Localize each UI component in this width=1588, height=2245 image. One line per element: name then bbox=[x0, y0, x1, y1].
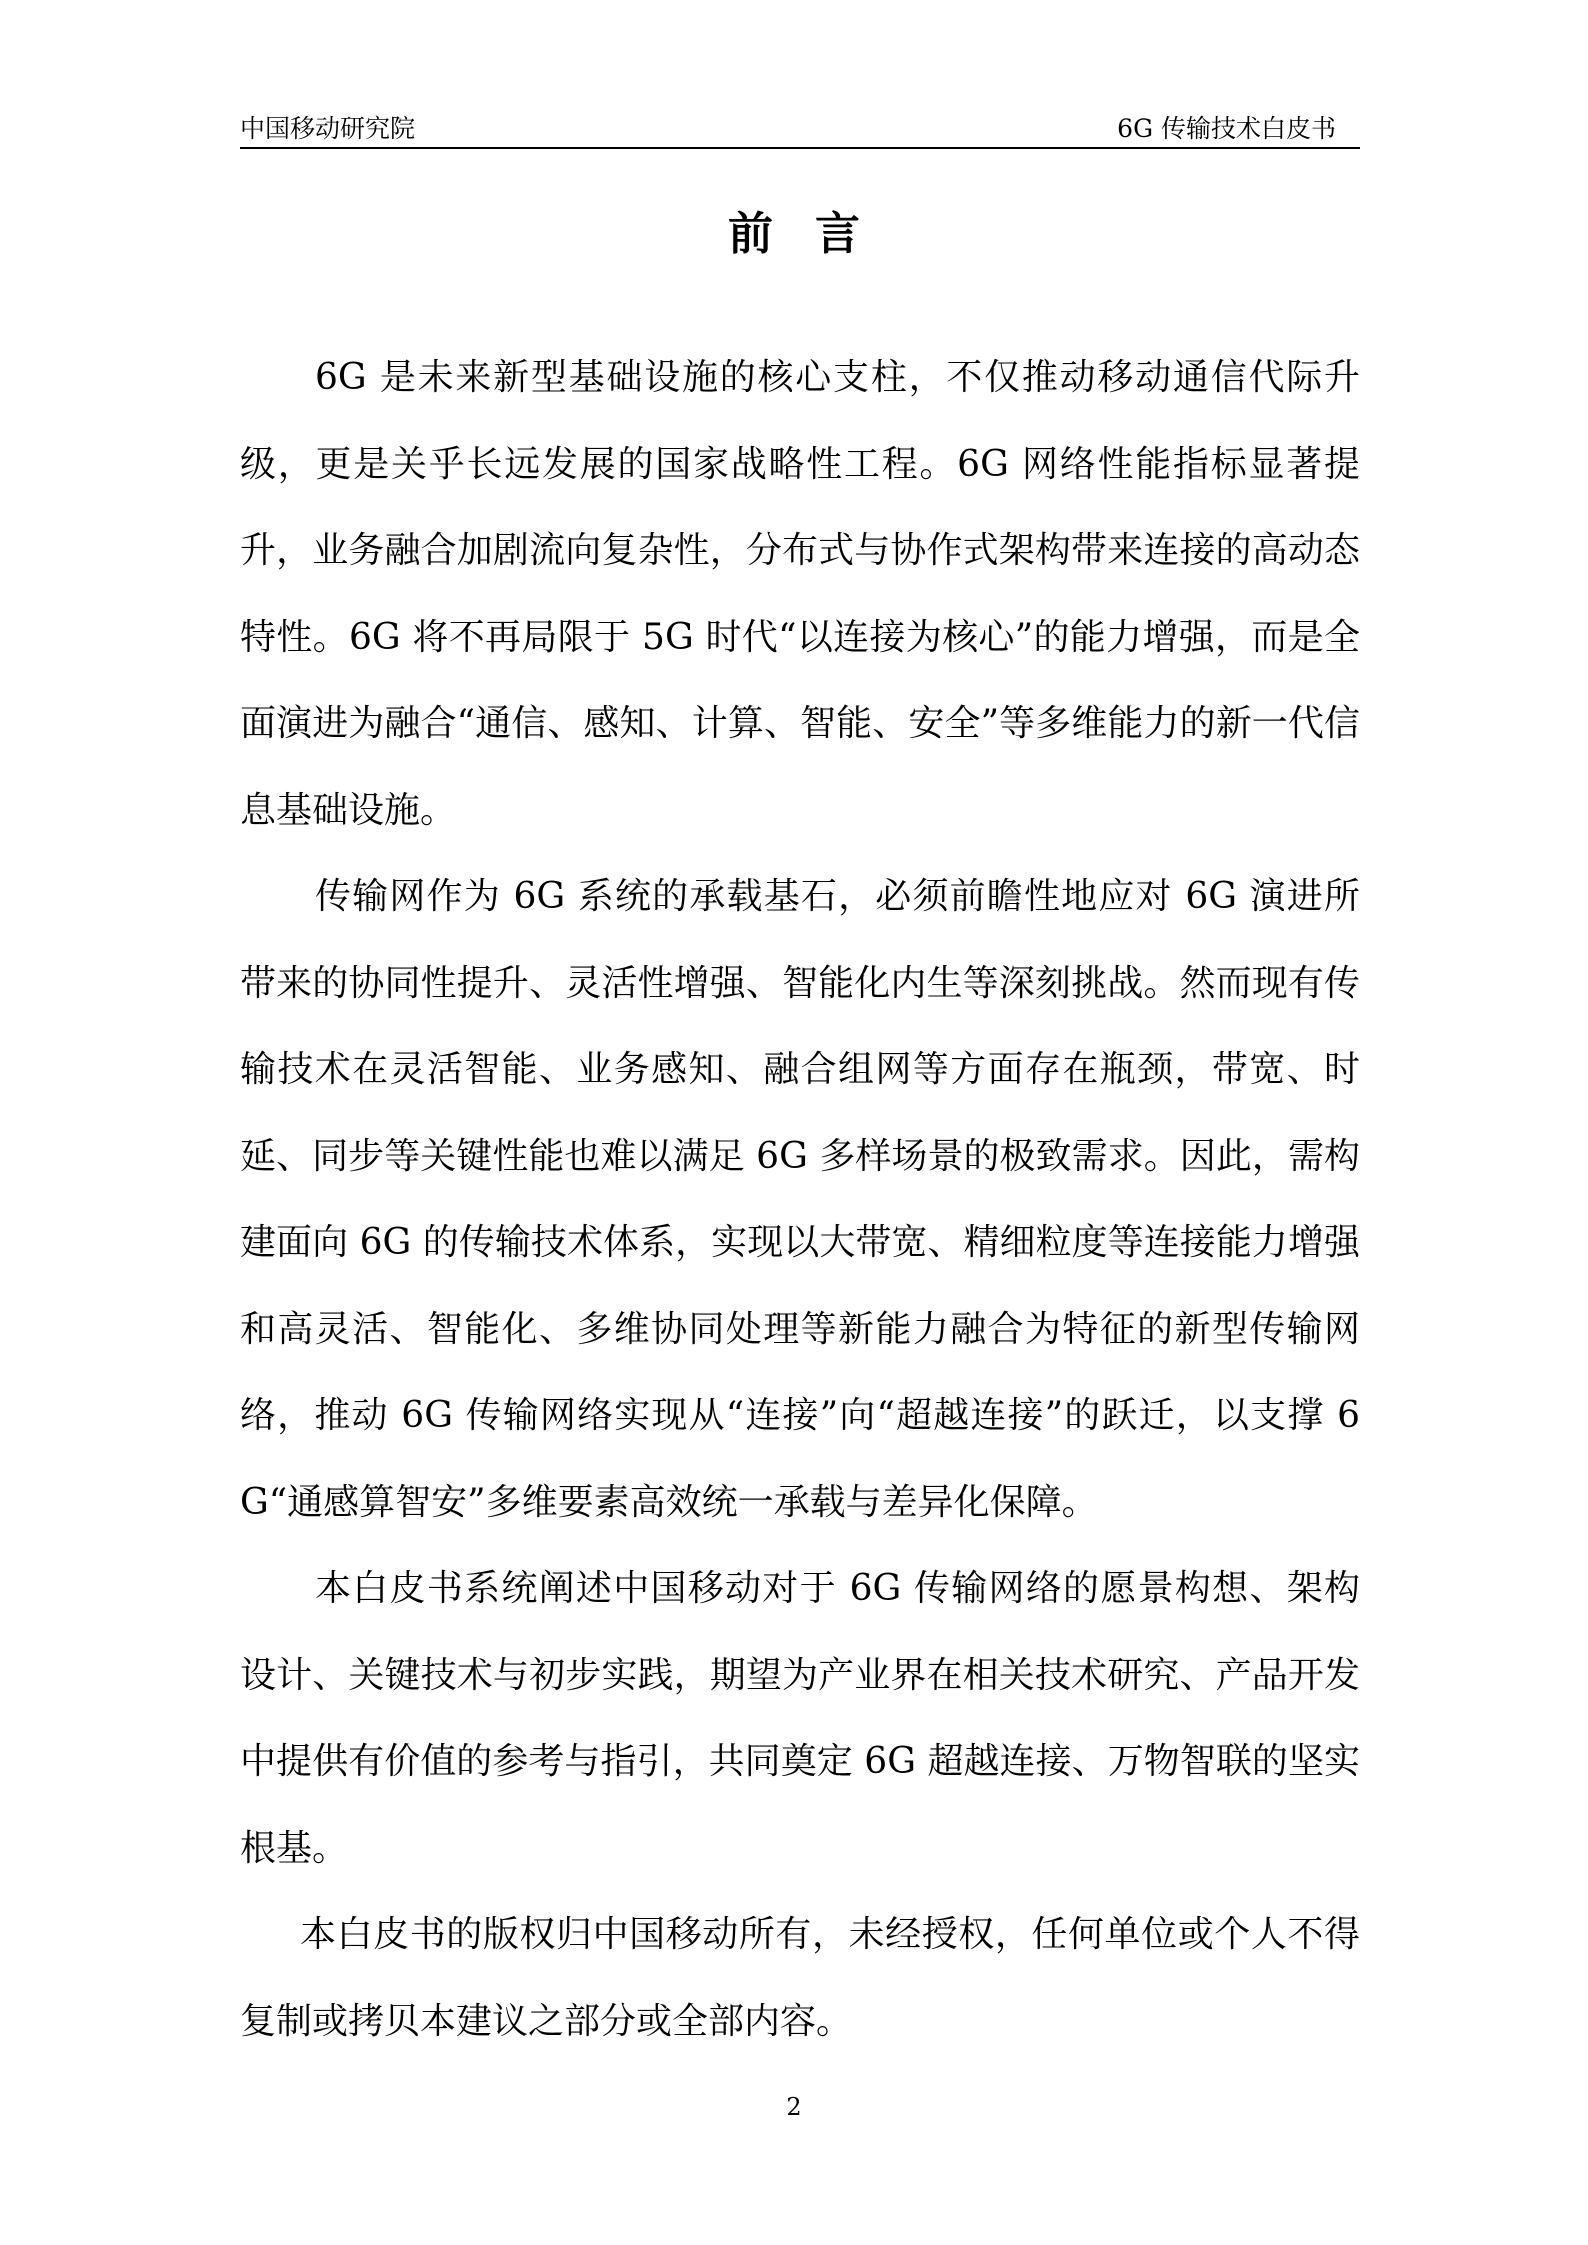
paragraph-4: 本白皮书的版权归中国移动所有，未经授权，任何单位或个人不得复制或拷贝本建议之部分或全部内容。 bbox=[240, 1914, 1360, 2042]
page-header bbox=[240, 113, 1360, 149]
paragraph-1: 6G 是未来新型基础设施的核心支柱，不仅推动移动通信代际升级，更是关乎长远发展的国家战略性工程。6G 网络性能指标显著提升，业务融合加剧流向复杂性，分布式与协作式架构带来连接的高动态特性。6G 将不再局限于 5G 时代“以连接为核心”的能力增强，而是全面演进为融合“通信、感知、计算、智能、安全”等多维能力的新一代信息基础设施。 bbox=[240, 357, 1360, 831]
paragraph-2: 传输网作为 6G 系统的承载基石，必须前瞻性地应对 6G 演进所带来的协同性提升、灵活性增强、智能化内生等深刻挑战。然而现有传输技术在灵活智能、业务感知、融合组网等方面存在瓶颈，带宽、时延、同步等关键性能也难以满足 6G 多样场景的极致需求。因此，需构建面向 6G 的传输技术体系，实现以大带宽、精细粒度等连接能力增强和高灵活、智能化、多维协同处理等新能力融合为特征的新型传输网络，推动 6G 传输网络实现从“连接”向“超越连接”的跃迁，以支撑 6G“通感算智安”多维要素高效统一承载与差异化保障。 bbox=[240, 876, 1360, 1523]
section-title: 前言 bbox=[727, 207, 902, 260]
body-text bbox=[240, 335, 1360, 2065]
header-document-title: 6G 传输技术白皮书 bbox=[1117, 114, 1336, 143]
page-number: 2 bbox=[786, 2093, 802, 2121]
header-organization: 中国移动研究院 bbox=[240, 114, 416, 143]
paragraph-3: 本白皮书系统阐述中国移动对于 6G 传输网络的愿景构想、架构设计、关键技术与初步实践，期望为产业界在相关技术研究、产品开发中提供有价值的参考与指引，共同奠定 6G 超越连接、万物智联的坚实根基。 bbox=[240, 1568, 1360, 1869]
